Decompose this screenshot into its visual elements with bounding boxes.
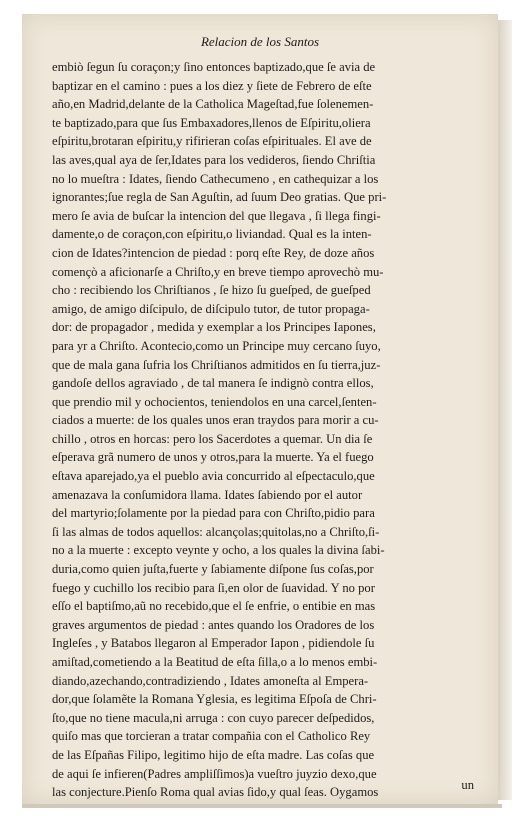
text-line: ciados a muerte: de los quales unos eran traydos para morir a cu- [52, 413, 379, 428]
text-line: eſſo el baptiſmo,aũ no recebido,que el ſe enfrie, o entibie en mas [52, 599, 376, 614]
text-line: cion de Idates?intencion de piedad : porq eſte Rey, de doze años [52, 245, 375, 260]
text-line: para yr a Chriſto. Acontecio,como un Principe muy cercano ſuyo, [52, 338, 381, 353]
text-line: mero ſe avia de buſcar la intencion del que llegava , ſi llega fingi- [52, 208, 381, 223]
catchword: un [461, 778, 474, 792]
body-text [52, 58, 494, 802]
text-line: de aqui ſe infieren(Padres ampliſſimos)a vueſtro juyzio dexo,que [52, 766, 377, 781]
text-line: dor,que ſolamẽte la Romana Yglesia, es legitima Eſpoſa de Chri- [52, 692, 377, 707]
text-line: las conjecture.Pienſo Roma qual avias ſido,y qual ſeas. Oygamos [52, 785, 379, 800]
text-line: duria,como quien juſta,fuerte y ſabiamente diſpone ſus coſas,por [52, 562, 374, 577]
text-line: que prendio mil y ochocientos, teniendolos en una carcel,ſenten- [52, 394, 377, 409]
text-line: las aves,qual aya de ſer,Idates para los vedideros, ſiendo Chriſtia [52, 152, 376, 167]
text-line: fuego y cuchillo los recibio para ſi,en olor de ſuavidad. Y no por [52, 580, 375, 595]
text-line: que de mala gana ſufria los Chriſtianos admitidos en ſu tierra,juz- [52, 357, 381, 372]
text-line: amiſtad,cometiendo a la Beatitud de eſta ſilla,o a lo menos embi- [52, 655, 378, 669]
text-line: eſpiritu,brotaran eſpiritu,y rifirieran coſas eſpirituales. El ave de [52, 134, 372, 149]
text-line: no a la muerte : excepto veynte y ocho, a los quales la divina ſabi- [52, 543, 385, 558]
text-line: de las Eſpañas Filipo, legitimo hijo de eſta madre. Las coſas que [52, 747, 375, 762]
text-line: cho : recibiendo los Chriſtianos , ſe hizo ſu gueſped, de gueſped [52, 283, 371, 298]
text-line: dor: de propagador , medida y exemplar a los Principes Iapones, [52, 320, 376, 335]
text-line: no lo mueſtra : Idates, ſiendo Cathecumeno , en cathequizar a los [52, 171, 379, 186]
text-line: eſtava aparejado,ya el pueblo avia concurrido al eſpectaculo,que [52, 469, 375, 484]
text-line: embiò ſegun ſu coraçon;y ſino entonces baptizado,que ſe avia de [52, 60, 376, 74]
text-line: del martyrio;ſolamente por la piedad para con Chriſto,pidio para [52, 506, 375, 521]
page-bottom-edge [22, 804, 502, 808]
text-line: ignorantes;ſue regla de San Aguſtin, ad ſuum Deo gratias. Que pri- [52, 190, 387, 205]
text-line: ſto,que no tiene macula,ni arruga : con cuyo parecer deſpedidos, [52, 710, 375, 725]
text-line: chillo , otros en horcas: pero los Sacerdotes a quemar. Un dia ſe [52, 431, 373, 446]
text-line: eſperava grã numero de unos y otros,para la muerte. Ya el fuego [52, 450, 374, 465]
text-line: amigo, de amigo diſcipulo, de diſcipulo tutor, de tutor propaga- [52, 301, 370, 316]
text-line: baptizar en el camino : pues a los diez y ſiete de Febrero de eſte [52, 78, 372, 93]
book-page [22, 14, 498, 804]
text-line: amenazava la conſumidora llama. Idates ſabiendo por el autor [52, 487, 363, 502]
text-line: te baptizado,para que ſus Embaxadores,llenos de Eſpiritu,oliera [52, 115, 371, 130]
text-line: graves argumentos de piedad : antes quando los Oradores de los [52, 617, 375, 632]
text-line: Ingleſes , y Batabos llegaron al Emperador Iapon , pidiendole ſu [52, 636, 375, 651]
text-line: gandoſe dellos agraviado , de tal manera ſe indignò contra ellos, [52, 376, 374, 391]
text-line: diando,azechando,contradiziendo , Idates amoneſta al Empera- [52, 673, 369, 688]
text-line: quiſo mas que torcieran a tratar compañia con el Catholico Rey [52, 729, 371, 744]
text-line: començò a aficionarſe a Chriſto,y en breve tiempo aprovechò mu- [52, 264, 384, 279]
running-title: Relacion de los Santos [200, 34, 320, 49]
text-line: ſi las almas de todos aquellos: alcançolas;quitolas,no a Chriſto,ſi- [52, 524, 380, 539]
page-edge [498, 20, 512, 800]
text-line: damente,o de coraçon,con eſpiritu,o liviandad. Qual es la inten- [52, 227, 372, 242]
text-line: año,en Madrid,delante de la Catholica Mageſtad,fue ſolenemen- [52, 97, 374, 112]
